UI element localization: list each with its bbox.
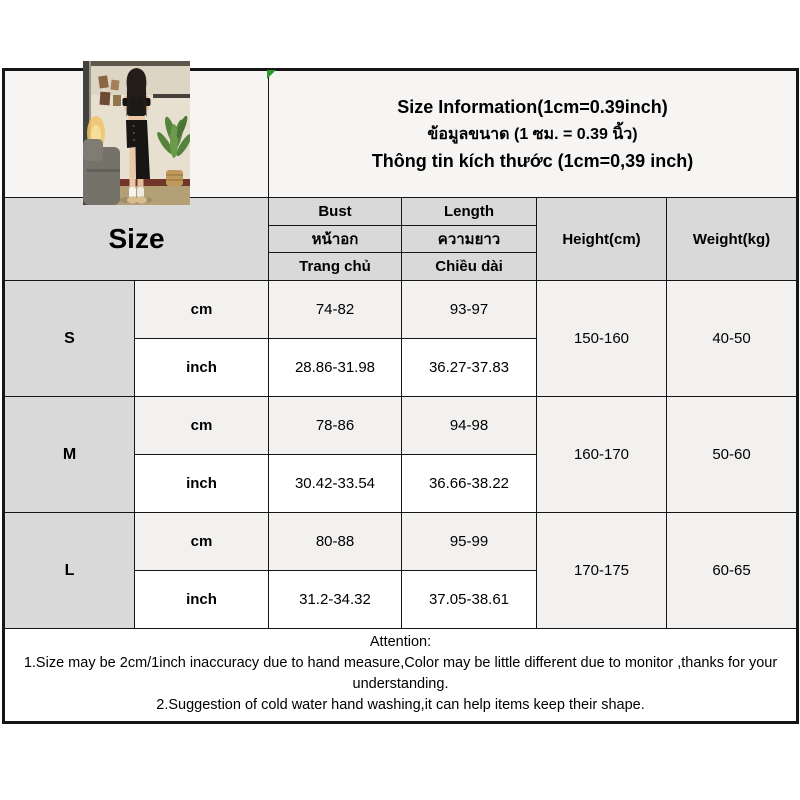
title-thai: ข้อมูลขนาด (1 ซม. = 0.39 นิ้ว) — [427, 125, 638, 143]
col-header-bust-en: Bust — [269, 198, 402, 226]
unit-label-cm: cm — [135, 513, 269, 571]
title-english: Size Information(1cm=0.39inch) — [397, 96, 668, 117]
title-cell — [269, 70, 798, 198]
col-header-height: Height(cm) — [537, 198, 667, 281]
size-label-l: L — [4, 513, 135, 629]
length-inch-m: 36.66-38.22 — [402, 455, 537, 513]
col-header-length-vi: Chiều dài — [402, 253, 537, 281]
unit-label-inch: inch — [135, 339, 269, 397]
col-header-bust-th: หน้าอก — [269, 226, 402, 253]
bust-cm-s: 74-82 — [269, 281, 402, 339]
size-label-m: M — [4, 397, 135, 513]
length-cm-l: 95-99 — [402, 513, 537, 571]
attention-note-2: 2.Suggestion of cold water hand washing,it can help items keep their shape. — [156, 697, 645, 713]
table-row-s-cm — [4, 281, 798, 339]
height-m: 160-170 — [537, 397, 667, 513]
attention-heading: Attention: — [369, 634, 432, 650]
length-inch-l: 37.05-38.61 — [402, 571, 537, 629]
bust-cm-m: 78-86 — [269, 397, 402, 455]
col-header-length-th: ความยาว — [402, 226, 537, 253]
col-header-bust-vi: Trang chủ — [269, 253, 402, 281]
table-row-l-cm — [4, 513, 798, 571]
length-inch-s: 36.27-37.83 — [402, 339, 537, 397]
title-vietnamese: Thông tin kích thước (1cm=0,39 inch) — [371, 150, 694, 171]
weight-s: 40-50 — [667, 281, 798, 397]
length-cm-m: 94-98 — [402, 397, 537, 455]
col-header-weight: Weight(kg) — [667, 198, 798, 281]
bust-cm-l: 80-88 — [269, 513, 402, 571]
size-label-s: S — [4, 281, 135, 397]
height-s: 150-160 — [537, 281, 667, 397]
unit-label-inch: inch — [135, 571, 269, 629]
product-photo — [83, 61, 190, 205]
bust-inch-m: 30.42-33.54 — [269, 455, 402, 513]
height-l: 170-175 — [537, 513, 667, 629]
product-photo-illustration — [83, 61, 190, 205]
unit-label-cm: cm — [135, 281, 269, 339]
unit-label-inch: inch — [135, 455, 269, 513]
table-row-m-cm — [4, 397, 798, 455]
length-cm-s: 93-97 — [402, 281, 537, 339]
attention-section — [4, 629, 798, 723]
col-header-size: Size — [4, 198, 269, 281]
weight-l: 60-65 — [667, 513, 798, 629]
attention-note-1: 1.Size may be 2cm/1inch inaccuracy due to hand measure,Color may be little different due to monitor ,thanks for your understanding. — [23, 655, 778, 692]
bust-inch-s: 28.86-31.98 — [269, 339, 402, 397]
bust-inch-l: 31.2-34.32 — [269, 571, 402, 629]
unit-label-cm: cm — [135, 397, 269, 455]
col-header-length-en: Length — [402, 198, 537, 226]
weight-m: 50-60 — [667, 397, 798, 513]
